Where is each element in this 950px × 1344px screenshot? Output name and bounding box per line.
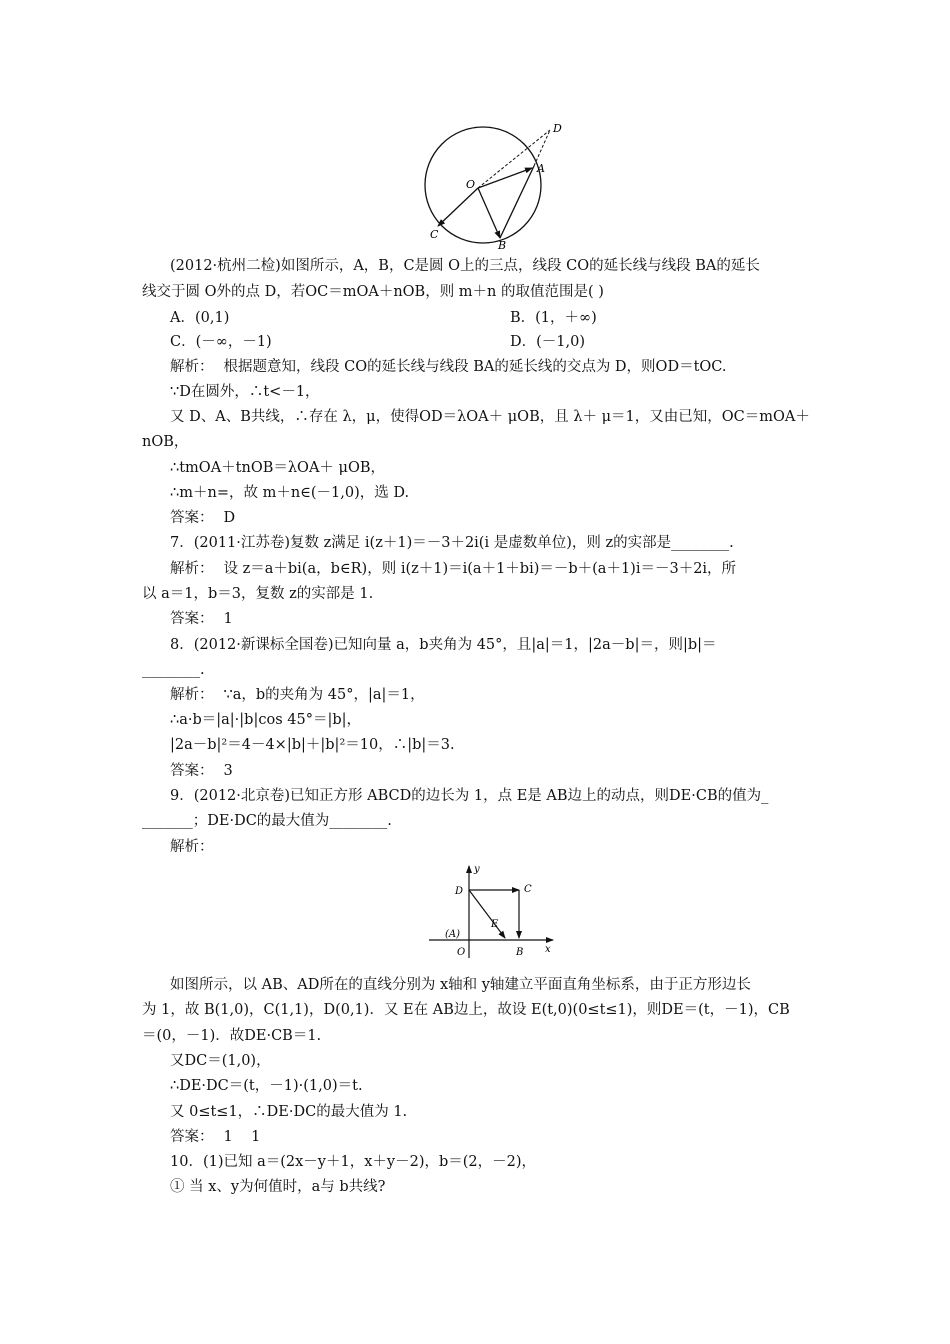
- q8-answer: [170, 761, 233, 781]
- segment-de: [469, 890, 505, 938]
- q8-answer-value: 3: [223, 763, 233, 779]
- q8-stem-line1: 8．(2012·新课标全国卷)已知向量 a，b夹角为 45°，且|a|＝1，|2a－b|＝，则|b|＝: [170, 637, 717, 653]
- q7-analysis-label: 解析：: [170, 561, 214, 577]
- label-d2: D: [455, 886, 464, 897]
- label-x: x: [545, 944, 551, 955]
- label-d: D: [553, 122, 562, 135]
- q6-analysis-line5: ∴tmOA＋tnOB＝λOA＋ μOB，: [170, 460, 385, 476]
- q8-stem-line2: ________.: [142, 662, 205, 678]
- q7-analysis-line1: [170, 559, 736, 579]
- q6-answer-label: 答案：: [170, 510, 214, 526]
- q8-analysis-line1: [170, 685, 425, 705]
- q6-analysis-line1: [170, 357, 726, 377]
- q9-analysis-line3: ＝(0，－1)．故DE·CB＝1.: [142, 1028, 322, 1044]
- q6-option-d: D．(－1,0): [510, 334, 585, 350]
- segment-ob: [478, 188, 500, 238]
- label-b: B: [498, 239, 507, 250]
- q9-analysis-label: 解析：: [170, 839, 214, 855]
- label-e: E: [491, 919, 499, 930]
- label-c: C: [430, 228, 439, 241]
- q9-stem-line1: 9．(2012·北京卷)已知正方形 ABCD的边长为 1，点 E是 AB边上的动点，则DE·CB的值为_: [170, 788, 769, 804]
- q6-analysis-line6: ∴m＋n=，故 m＋n∈(－1,0)，选 D.: [170, 485, 410, 501]
- q6-analysis-line4: nOB，: [142, 434, 189, 450]
- q7-analysis-line2: 以 a＝1，b＝3，复数 z的实部是 1.: [142, 586, 374, 602]
- q6-answer: [170, 508, 235, 528]
- q7-stem: 7．(2011·江苏卷)复数 z满足 i(z＋1)＝－3＋2i(i 是虚数单位)，则 z的实部是________.: [170, 535, 734, 551]
- q10-line2: ① 当 x、y为何值时，a与 b共线?: [170, 1179, 386, 1195]
- coordinate-figure: [425, 862, 565, 962]
- label-b2: B: [516, 947, 524, 958]
- q6-analysis-text1: 根据题意知，线段 CO的延长线与线段 BA的延长线的交点为 D，则OD＝tOC.: [223, 359, 727, 375]
- label-c2: C: [524, 884, 532, 895]
- q6-option-b: B．(1，＋∞): [510, 310, 597, 326]
- q9-analysis-line1: 如图所示，以 AB、AD所在的直线分别为 x轴和 y轴建立平面直角坐标系，由于正方形边长: [170, 977, 751, 993]
- q6-option-c: C．(－∞，－1): [170, 334, 272, 350]
- q7-analysis-text1: 设 z＝a＋bi(a，b∈R)，则 i(z＋1)＝i(a＋1＋bi)＝－b＋(a＋1)i＝－3＋2i，所: [223, 561, 737, 577]
- q6-analysis-label: 解析：: [170, 359, 214, 375]
- q8-analysis-line2: ∴a·b＝|a|·|b|cos 45°＝|b|，: [170, 712, 361, 728]
- q8-analysis-label: 解析：: [170, 687, 214, 703]
- q8-analysis-text1: ∵a，b的夹角为 45°，|a|＝1，: [223, 687, 425, 703]
- q6-analysis-line2: ∵D在圆外，∴t<－1，: [170, 384, 320, 400]
- q9-answer: [170, 1127, 260, 1147]
- q9-answer-label: 答案：: [170, 1129, 214, 1145]
- q7-answer-value: 1: [223, 611, 233, 627]
- label-o2: O: [457, 947, 466, 958]
- q6-analysis-line3: 又 D、A、B共线，∴存在 λ，μ，使得OD＝λOA＋ μOB，且 λ＋ μ＝1，又由已知，OC＝mOA＋: [170, 409, 810, 425]
- segment-ab: [500, 166, 534, 238]
- q8-answer-label: 答案：: [170, 763, 214, 779]
- q10-line1: 10．(1)已知 a＝(2x－y＋1，x＋y－2)，b＝(2，－2)，: [170, 1154, 537, 1170]
- q7-answer: [170, 609, 233, 629]
- q6-stem-line2: 线交于圆 O外的点 D，若OC＝mOA＋nOB，则 m＋n 的取值范围是( ): [142, 284, 604, 300]
- q6-answer-value: D: [223, 510, 236, 526]
- q9-analysis-line4: 又DC＝(1,0)，: [170, 1053, 271, 1069]
- q9-stem-line2: _______；DE·DC的最大值为________.: [142, 813, 392, 829]
- q7-answer-label: 答案：: [170, 611, 214, 627]
- segment-oc: [438, 188, 478, 226]
- label-y: y: [474, 864, 480, 875]
- circle-figure: [420, 118, 580, 250]
- q9-analysis-line2: 为 1，故 B(1,0)，C(1,1)，D(0,1)．又 E在 AB边上，故设 E(t,0)(0≤t≤1)，则DE＝(t，－1)，CB: [142, 1002, 790, 1018]
- label-o: O: [466, 178, 476, 191]
- q9-analysis-line5: ∴DE·DC＝(t，－1)·(1,0)＝t.: [170, 1078, 363, 1094]
- label-a2: (A): [445, 929, 461, 940]
- dashed-ad: [534, 130, 550, 166]
- segment-oa: [478, 168, 532, 188]
- circle-o: [425, 127, 541, 243]
- q9-analysis-line6: 又 0≤t≤1，∴DE·DC的最大值为 1.: [170, 1104, 408, 1120]
- q8-analysis-line3: |2a－b|²＝4－4×|b|＋|b|²＝10，∴|b|＝3.: [170, 737, 455, 753]
- q6-stem-line1: (2012·杭州二检)如图所示，A，B，C是圆 O上的三点，线段 CO的延长线与线段 BA的延长: [170, 258, 760, 274]
- q6-option-a: A．(0,1): [170, 310, 230, 326]
- label-a: A: [537, 162, 545, 175]
- dashed-od: [478, 130, 550, 188]
- q9-answer-value: 1 1: [223, 1129, 261, 1145]
